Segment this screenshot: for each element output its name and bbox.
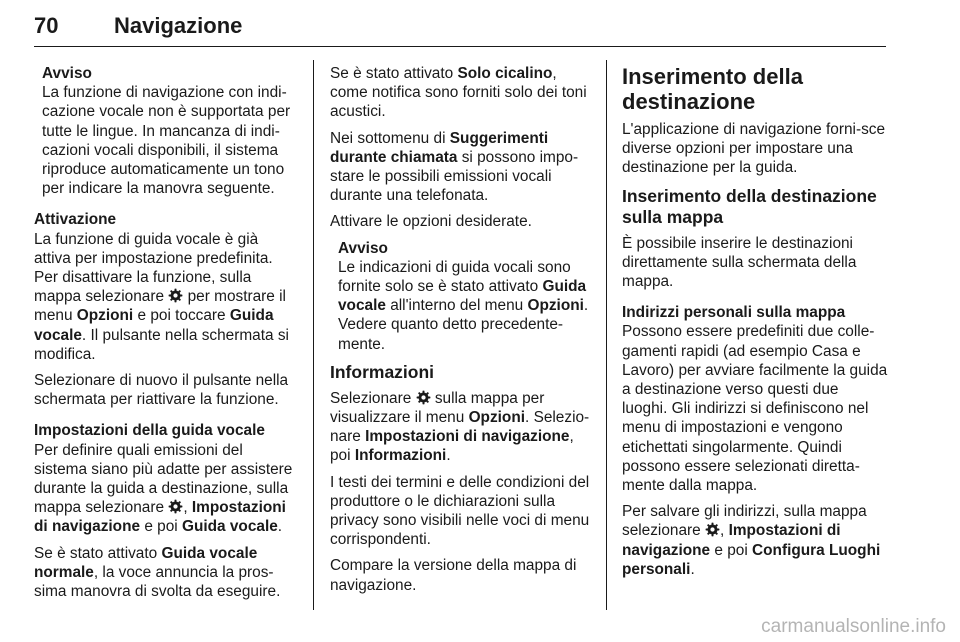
page-number: 70 [34, 13, 59, 38]
paragraph: Per definire quali emissioni del sistema siano più adatte per assistere durante la guida a destinazione, sulla mappa selezionare , Impostazioni di navigazione e poi Guida vocale. [34, 441, 293, 536]
gear-icon [168, 499, 183, 514]
subhead-voice-settings: Impostazioni della guida vocale [34, 422, 265, 440]
gear-icon [705, 522, 720, 537]
note-box: Avviso Le indicazioni di guida vocali sono fornite solo se è stato attivato Guida vocale all'interno del menu Opzioni. Vedere quanto detto precedente-mente. [330, 239, 594, 354]
watermark: carmanualsonline.info [761, 616, 946, 637]
page-header [34, 10, 886, 48]
column-3 [622, 64, 888, 586]
note-text: La funzione di navigazione con indi-cazione vocale non è supportata per tutte le lingue. In mancanza di indi-cazioni vocali disponibili, il sistema riproduce automaticamente un tono per indicare la manovra seguente. [42, 84, 291, 198]
header-rule [34, 46, 886, 47]
section-title: Inserimento della destinazione [622, 64, 803, 114]
paragraph: L'applicazione di navigazione forni-sce diverse opzioni per impostare una destinazione per la guida. [622, 121, 886, 177]
note-title: Avviso [42, 65, 92, 82]
note-title: Avviso [338, 239, 388, 257]
paragraph: Se è stato attivato Solo cicalino, come notifica sono forniti solo dei toni acustici. [330, 65, 587, 121]
paragraph: È possibile inserire le destinazioni direttamente sulla schermata della mappa. [622, 234, 857, 291]
paragraph: Per salvare gli indirizzi, sulla mappa selezionare , Impostazioni di navigazione e poi Configura Luoghi personali. [622, 503, 881, 578]
paragraph: Compare la versione della mappa di navigazione. [330, 557, 577, 594]
section-heading-map-entry: Inserimento della destinazione sulla mappa [622, 185, 877, 227]
note-box [34, 64, 298, 198]
chapter-title: Navigazione [114, 13, 243, 38]
paragraph: Nei sottomenu di Suggerimenti durante chiamata si possono impo-stare le possibili emissioni vocali durante una telefonata. [330, 129, 579, 205]
paragraph: Se è stato attivato Guida vocale normale, la voce annuncia la pros-sima manovra di svolta da eseguire. [34, 544, 281, 601]
column-divider [606, 60, 607, 610]
gear-icon [168, 288, 183, 303]
subhead-activation: Attivazione [34, 211, 117, 229]
paragraph: Selezionare di nuovo il pulsante nella schermata per riattivare la funzione. [34, 372, 289, 409]
section-heading-informazioni: Informazioni [330, 361, 435, 382]
paragraph: Possono essere predefiniti due colle-gamenti rapidi (ad esempio Casa e Lavoro) per avviare facilmente la guida a destinazione verso questi due luoghi. Gli indirizzi si definiscono nel menu di impostazioni e vengono etichettati singolarmente. Quindi possono essere selezionati diretta-mente dalla mappa. [622, 323, 888, 495]
gear-icon [416, 390, 431, 405]
paragraph: Selezionare sulla mappa per visualizzare il menu Opzioni. Selezio-nare Impostazioni di navigazione, poi Informazioni. [330, 389, 590, 465]
column-2 [330, 64, 594, 602]
paragraph: I testi dei termini e delle condizioni del produttore o le dichiarazioni sulla privacy sono visibili nelle voci di menu corrispondenti. [330, 473, 590, 549]
column-divider [313, 60, 314, 610]
subhead-personal-addresses: Indirizzi personali sulla mappa [622, 304, 846, 322]
paragraph: Attivare le opzioni desiderate. [330, 213, 532, 231]
paragraph: La funzione di guida vocale è già attiva per impostazione predefinita. Per disattivare la funzione, sulla mappa selezionare per mostrare il menu Opzioni e poi toccare Guida vocale. Il pulsante nella schermata si modifica. [34, 230, 289, 363]
column-1 [34, 64, 298, 608]
